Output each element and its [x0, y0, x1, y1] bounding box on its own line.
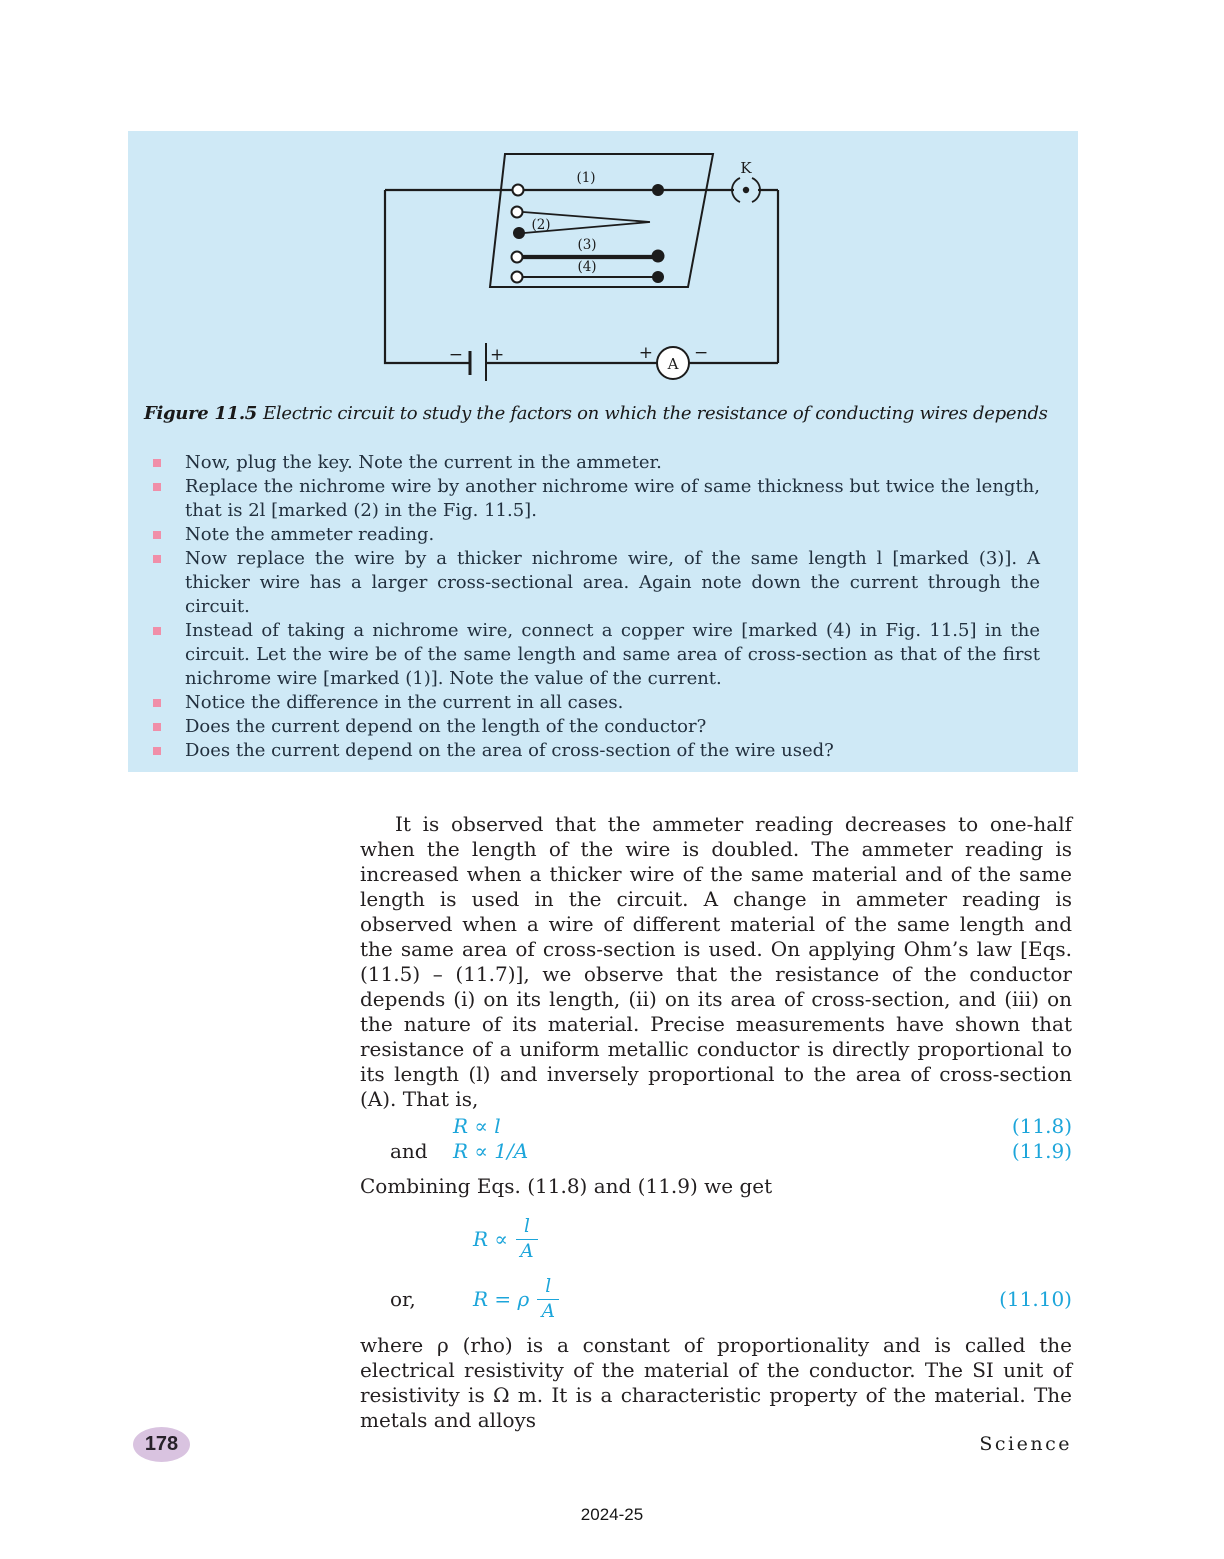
footer-edition-text: 2024-25	[580, 1505, 644, 1524]
wire-1-label: (1)	[576, 170, 596, 186]
fraction-numerator: l	[516, 1216, 538, 1239]
equation-11-10	[360, 1271, 1072, 1327]
ammeter-plus-label: +	[638, 343, 653, 363]
equation-prefix: R = ρ	[473, 1286, 530, 1311]
activity-box	[128, 131, 1078, 772]
wire-2	[512, 207, 651, 240]
page-number-badge: 178	[133, 1427, 190, 1462]
bullet-square-icon	[153, 723, 161, 731]
ammeter-icon	[639, 343, 709, 379]
figure-caption	[144, 403, 1069, 424]
figure-caption-text: Electric circuit to study the factors on which the resistance of conducting wires depends	[263, 403, 1048, 424]
equation-expression: R ∝ l	[453, 1114, 501, 1138]
wire-4-label: (4)	[577, 259, 597, 275]
equation-number: (11.8)	[1011, 1114, 1072, 1138]
battery-icon	[449, 343, 505, 381]
equation-number: (11.10)	[999, 1286, 1072, 1311]
circuit-figure	[375, 145, 790, 395]
list-item	[152, 451, 1040, 475]
fraction-numerator: l	[537, 1276, 559, 1299]
equation-lead: and	[390, 1139, 428, 1163]
fraction	[516, 1216, 538, 1262]
equation-11-8	[360, 1114, 1072, 1139]
ammeter-minus-label: −	[694, 343, 709, 363]
footer-book-title: Science	[979, 1433, 1072, 1455]
wire-4	[512, 259, 665, 283]
bullet-square-icon	[153, 483, 161, 491]
paragraph-observation: It is observed that the ammeter reading decreases to one-half when the length of the wire is doubled. The ammeter reading is increased when a thicker wire of the same material and of the same length is used in the circuit. A change in ammeter reading is observed when a wire of different material of the same length and the same area of cross-section is used. On applying Ohm’s law [Eqs. (11.5) – (11.7)], we observe that the resistance of the conductor depends (i) on its length, (ii) on its area of cross-section, and (iii) on the nature of its material. Precise measurements have shown that resistance of a uniform metallic conductor is directly proportional to its length (l) and inversely proportional to the area of cross-section (A). That is,	[360, 812, 1072, 1111]
equation-expression	[453, 1216, 1072, 1262]
paragraph-resistivity: where ρ (rho) is a constant of proportionality and is called the electrical resistivity of the material of the conductor. The SI unit of resistivity is Ω m. It is a characteristic property of the material. The metals and alloys	[360, 1333, 1072, 1432]
ammeter-label: A	[667, 355, 679, 373]
list-item	[152, 523, 1040, 547]
equation-number: (11.9)	[1011, 1139, 1072, 1163]
bullet-square-icon	[153, 459, 161, 467]
wire-3-label: (3)	[577, 237, 597, 253]
equation-11-9	[360, 1139, 1072, 1164]
bullet-square-icon	[153, 699, 161, 707]
fraction-denominator: A	[520, 1240, 534, 1262]
list-item	[152, 715, 1040, 739]
equation-proportional	[360, 1211, 1072, 1267]
fraction	[537, 1276, 559, 1322]
list-item	[152, 475, 1040, 523]
battery-minus-label: −	[448, 345, 463, 365]
list-item	[152, 619, 1040, 691]
equation-lead: or,	[390, 1286, 416, 1311]
fraction-denominator: A	[541, 1300, 555, 1322]
list-item-text: Note the ammeter reading.	[185, 524, 435, 545]
plug-key-icon	[732, 159, 760, 202]
wire-1	[513, 170, 665, 196]
bullet-square-icon	[153, 627, 161, 635]
list-item	[152, 691, 1040, 715]
wire-board-outline	[490, 154, 713, 287]
list-item-text: Now, plug the key. Note the current in the ammeter.	[185, 452, 662, 473]
list-item-text: Now replace the wire by a thicker nichrome wire, of the same length l [marked (3)]. A thicker wire has a larger cross-sectional area. Again note down the current through the circuit.	[185, 548, 1040, 617]
list-item-text: Notice the difference in the current in all cases.	[185, 692, 624, 713]
list-item	[152, 739, 1040, 763]
list-item	[152, 547, 1040, 619]
list-item-text: Does the current depend on the length of the conductor?	[185, 716, 707, 737]
equation-expression: R ∝ 1/A	[453, 1139, 529, 1163]
equation-prefix: R ∝	[473, 1226, 508, 1251]
battery-plus-label: +	[490, 345, 505, 365]
key-label: K	[740, 159, 752, 177]
figure-caption-label: Figure 11.5	[144, 403, 258, 424]
body-column	[360, 812, 1072, 1433]
activity-steps-list	[152, 451, 1040, 763]
bullet-square-icon	[153, 531, 161, 539]
list-item-text: Does the current depend on the area of cross-section of the wire used?	[185, 740, 834, 761]
list-item-text: Instead of taking a nichrome wire, connect a copper wire [marked (4) in Fig. 11.5] in the circuit. Let the wire be of the same length and same area of cross-section as that of the first nichrome wire [marked (1)]. Note the value of the current.	[185, 620, 1040, 689]
paragraph-combining: Combining Eqs. (11.8) and (11.9) we get	[360, 1174, 773, 1198]
list-item-text: Replace the nichrome wire by another nichrome wire of same thickness but twice the length, that is 2l [marked (2) in the Fig. 11.5].	[185, 476, 1040, 521]
bullet-square-icon	[153, 747, 161, 755]
wire-2-label: (2)	[531, 217, 551, 233]
bullet-square-icon	[153, 555, 161, 563]
equation-expression	[453, 1276, 999, 1322]
